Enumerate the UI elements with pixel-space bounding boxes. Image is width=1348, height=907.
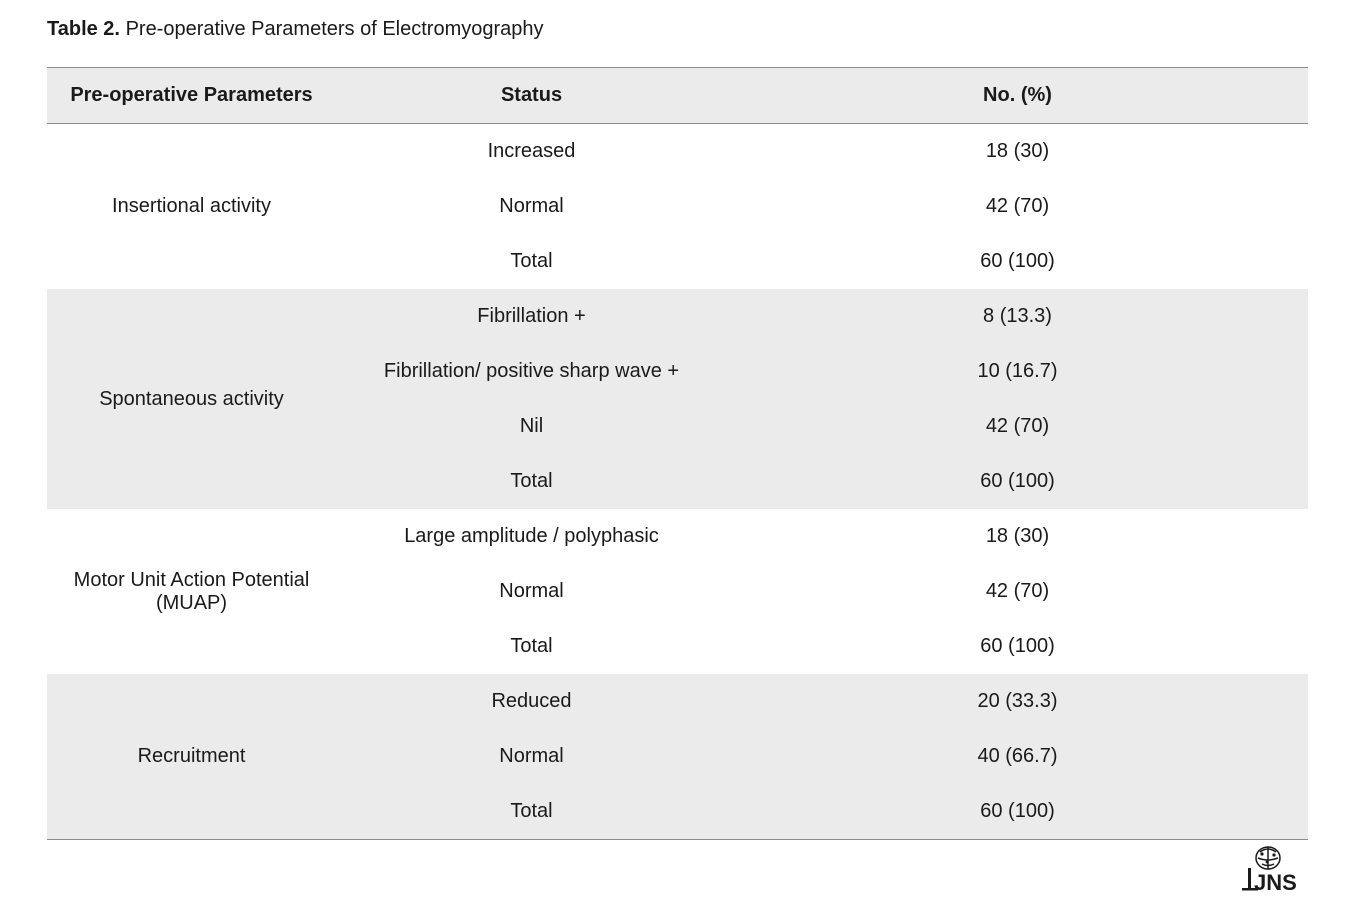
- table-group-insertional-activity: [47, 124, 1308, 289]
- status-cell: Large amplitude / polyphasic: [404, 525, 659, 547]
- value-cell: 40 (66.7): [977, 745, 1058, 767]
- status-cell: Fibrillation +: [477, 305, 586, 327]
- value-cell: 8 (13.3): [983, 305, 1052, 327]
- header-count-percent: No. (%): [983, 84, 1052, 106]
- status-cell: Increased: [487, 140, 576, 162]
- status-cell: Total: [510, 800, 553, 822]
- status-cell: Reduced: [491, 690, 572, 712]
- table-row: [336, 179, 1308, 234]
- table-group-spontaneous-activity: [47, 289, 1308, 509]
- value-cell: 20 (33.3): [977, 690, 1058, 712]
- data-table: [47, 67, 1308, 840]
- table-caption-label: Table 2.: [47, 18, 120, 40]
- table-row: [336, 234, 1308, 289]
- parameter-cell: Spontaneous activity: [99, 387, 284, 410]
- value-cell: 10 (16.7): [977, 360, 1058, 382]
- status-cell: Nil: [519, 415, 544, 437]
- table-row: [336, 289, 1308, 344]
- status-cell: Total: [510, 250, 553, 272]
- table-group-muap: [47, 509, 1308, 674]
- status-cell: Normal: [499, 195, 564, 217]
- table-row: [336, 564, 1308, 619]
- value-cell: 42 (70): [985, 415, 1050, 437]
- parameter-cell: Insertional activity: [112, 195, 271, 217]
- table-row: [336, 619, 1308, 674]
- value-cell: 18 (30): [985, 140, 1050, 162]
- status-cell: Total: [510, 635, 553, 657]
- table-group-recruitment: [47, 674, 1308, 839]
- logo-text: JNS: [1254, 870, 1297, 895]
- table-row: [336, 784, 1308, 839]
- value-cell: 60 (100): [980, 470, 1055, 492]
- table-row: [336, 509, 1308, 564]
- table-row: [336, 399, 1308, 454]
- table-row: [336, 124, 1308, 179]
- header-status: Status: [500, 84, 563, 106]
- value-cell: 60 (100): [980, 250, 1055, 272]
- header-parameters: Pre-operative Parameters: [70, 84, 313, 106]
- value-cell: 60 (100): [980, 635, 1055, 657]
- table-header-row: [47, 68, 1308, 124]
- status-cell: Normal: [499, 745, 564, 767]
- status-cell: Normal: [499, 580, 564, 602]
- status-cell: Fibrillation/ positive sharp wave +: [383, 360, 680, 382]
- parameter-cell: Recruitment: [137, 745, 246, 767]
- table-caption: [47, 17, 544, 41]
- value-cell: 18 (30): [985, 525, 1050, 547]
- value-cell: 42 (70): [985, 195, 1050, 217]
- value-cell: 42 (70): [985, 580, 1050, 602]
- status-cell: Total: [510, 470, 553, 492]
- table-row: [336, 674, 1308, 729]
- table-row: [336, 454, 1308, 509]
- table-row: [336, 344, 1308, 399]
- table-row: [336, 729, 1308, 784]
- parameter-cell: Motor Unit Action Potential (MUAP): [73, 568, 310, 614]
- journal-logo-icon: [1238, 842, 1310, 896]
- value-cell: 60 (100): [980, 800, 1055, 822]
- table-caption-title: Pre-operative Parameters of Electromyography: [125, 18, 544, 40]
